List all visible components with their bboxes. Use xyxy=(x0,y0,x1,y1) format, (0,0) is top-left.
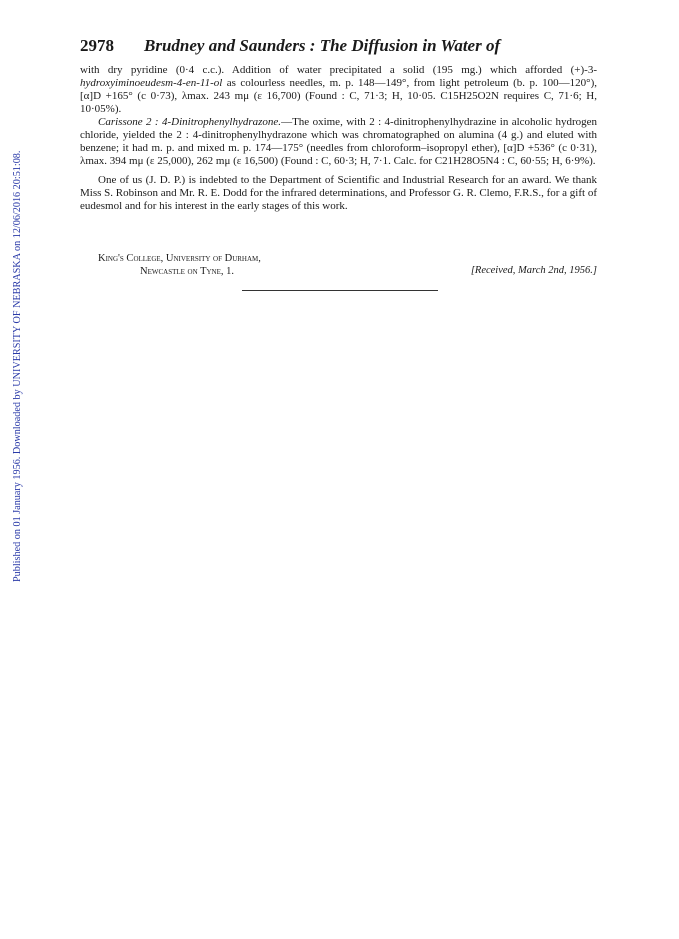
paragraph-acknowledgements: One of us (J. D. P.) is indebted to the Department of Scientific and Industrial Research for an award. We thank Miss S. Robinson and Mr. R. E. Dodd for the infrared determinations, and Professor G. R. Clemo, F.R.S., for a gift of eudesmol and for his interest in the early stages of this work. xyxy=(80,174,597,212)
page-header xyxy=(80,36,600,58)
author-affiliation xyxy=(98,252,261,278)
download-watermark: Published on 01 January 1956. Downloaded by UNIVERSITY OF NEBRASKA on 12/06/2016 20:51:08. xyxy=(12,150,23,582)
received-date: [Received, March 2nd, 1956.] xyxy=(470,265,597,276)
affiliation-line-2: Newcastle on Tyne, 1. xyxy=(140,266,235,277)
paragraph-dinitrophenylhydrazone: Carissone 2 : 4-Dinitrophenylhydrazone.—The oxime, with 2 : 4-dinitrophenylhydrazine in alcoholic hydrogen chloride, yielded the 2 : 4-dinitrophenylhydrazone which was chromatographed on alumina (4 g.) and eluted with benzene; it had m. p. and mixed m. p. 174—175° (needles from chloroform–isopropyl ether), [α]D +536° (c 0·31), λmax. 394 mμ (ε 25,000), 262 mμ (ε 16,500) (Found : C, 60·3; H, 7·1. Calc. for C21H28O5N4 : C, 60·55; H, 6·9%). xyxy=(80,116,597,167)
affiliation-line-1: King's College, University of Durham, xyxy=(98,253,261,264)
paragraph-oxime: with dry pyridine (0·4 c.c.). Addition of water precipitated a solid (195 mg.) which afforded (+)-3-hydroxyiminoeudesm-4-en-11-ol as colourless needles, m. p. 148—149°, from light petroleum (b. p. 100—120°), [α]D +165° (c 0·73), λmax. 243 mμ (ε 16,700) (Found : C, 71·3; H, 10·05. C15H25O2N requires C, 71·6; H, 10·05%). xyxy=(80,64,597,115)
running-head: Brudney and Saunders : The Diffusion in Water of xyxy=(144,36,501,55)
page-number: 2978 xyxy=(80,36,114,55)
end-rule xyxy=(242,290,438,291)
section-heading: Carissone 2 : 4-Dinitrophenylhydrazone. xyxy=(98,116,282,128)
article-body xyxy=(80,64,597,213)
